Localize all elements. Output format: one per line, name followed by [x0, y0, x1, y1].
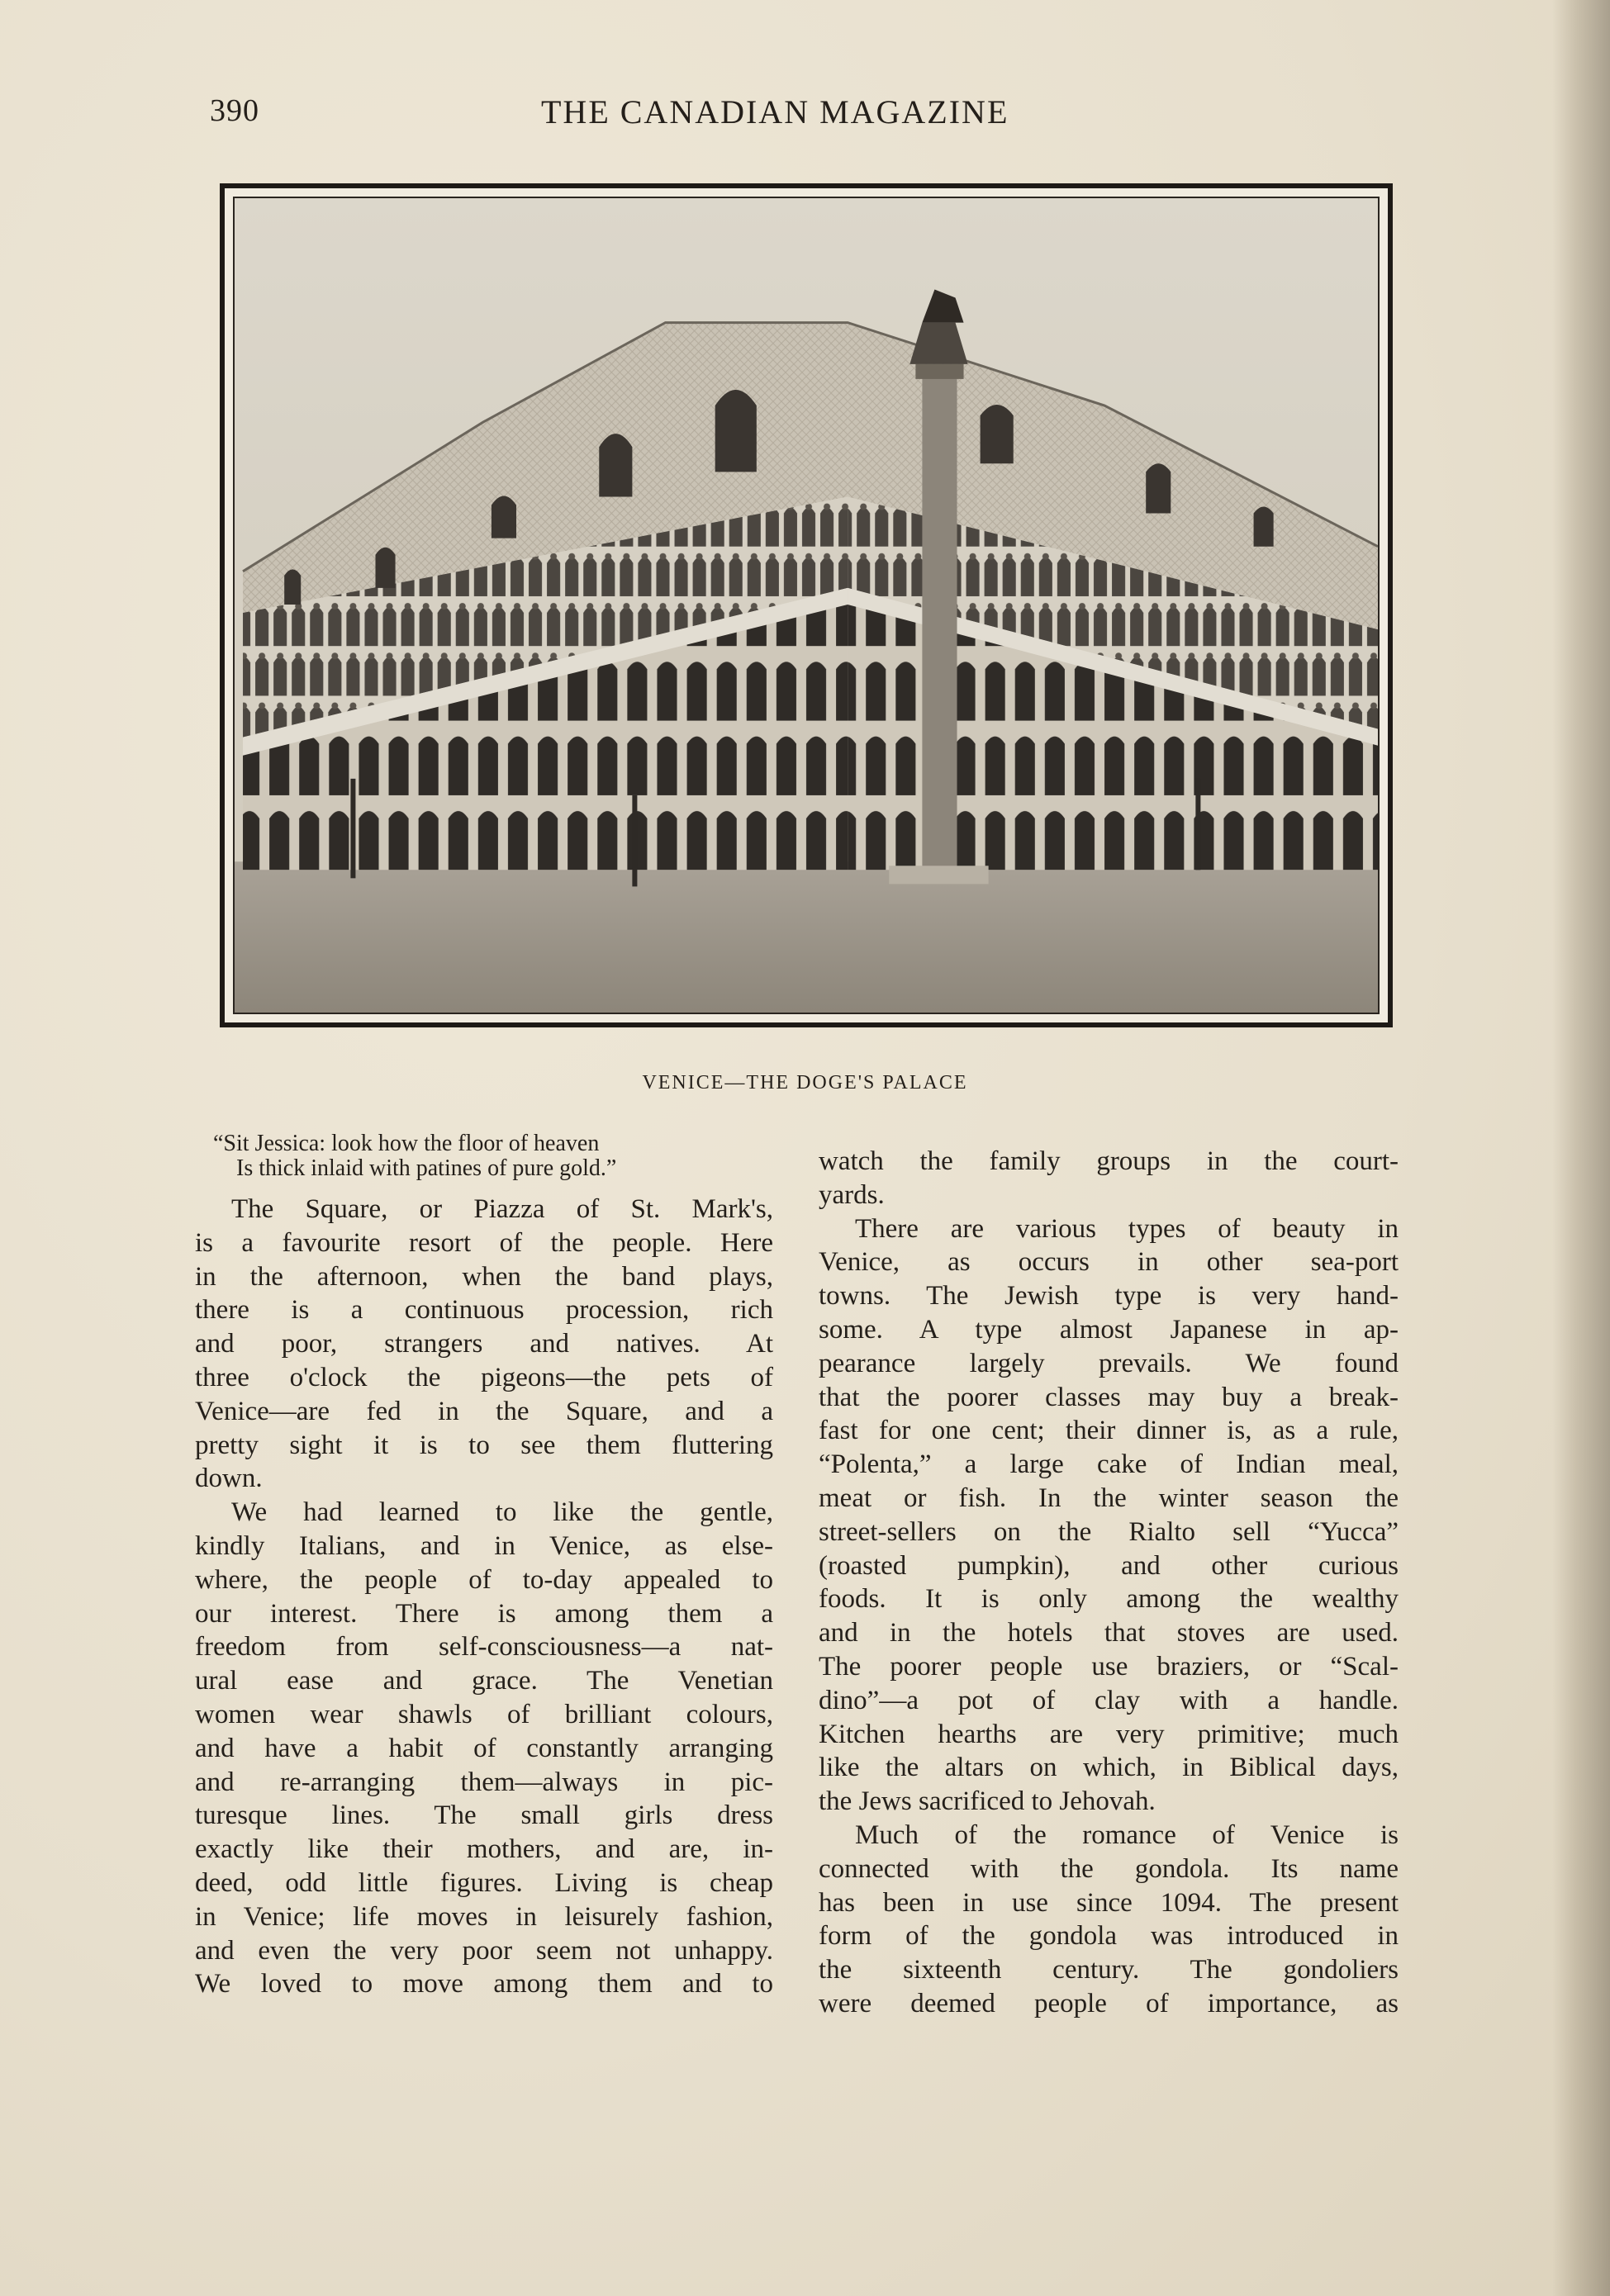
right-column: [819, 1145, 1399, 2021]
text-line: in Venice; life moves in leisurely fashion,: [195, 1901, 773, 1932]
text-line: kindly Italians, and in Venice, as else-: [195, 1530, 773, 1561]
text-line: towns. The Jewish type is very hand-: [819, 1281, 1399, 1312]
text-line: pretty sight it is to see them fluttering: [195, 1430, 773, 1460]
text-line: the sixteenth century. The gondoliers: [819, 1955, 1399, 1985]
text-line: Much of the romance of Venice is: [855, 1819, 1399, 1850]
text-line: were deemed people of importance, as: [819, 1988, 1399, 2018]
text-line: and even the very poor seem not unhappy.: [195, 1935, 773, 1966]
paragraph: [195, 1193, 773, 1496]
text-line: yards.: [819, 1179, 885, 1210]
text-line: down.: [195, 1463, 263, 1494]
quote-line: “Sit Jessica: look how the floor of heaven: [213, 1131, 600, 1156]
text-line: dino”—a pot of clay with a handle.: [819, 1685, 1399, 1715]
text-line: The poorer people use braziers, or “Scal-: [819, 1651, 1399, 1682]
text-line: Venice, as occurs in other sea-port: [819, 1247, 1399, 1278]
doges-palace-photograph: [233, 197, 1380, 1014]
text-line: the Jews sacrificed to Jehovah.: [819, 1786, 1156, 1817]
text-line: street-sellers on the Rialto sell “Yucca”: [819, 1516, 1399, 1547]
text-line: and re-arranging them—always in pic-: [195, 1767, 773, 1797]
text-line: there is a continuous procession, rich: [195, 1295, 773, 1326]
text-line: form of the gondola was introduced in: [819, 1921, 1399, 1952]
palace-illustration: [235, 198, 1378, 1013]
text-line: Kitchen hearths are very primitive; much: [819, 1719, 1399, 1749]
text-line: meat or fish. In the winter season the: [819, 1482, 1399, 1513]
text-line: (roasted pumpkin), and other curious: [819, 1550, 1399, 1581]
photograph-frame: [220, 183, 1393, 1027]
epigraph-quote: [213, 1131, 773, 1181]
page-number: 390: [210, 93, 259, 128]
text-line: and have a habit of constantly arranging: [195, 1733, 773, 1763]
running-title: THE CANADIAN MAGAZINE: [541, 93, 1009, 130]
text-line: and poor, strangers and natives. At: [195, 1329, 773, 1359]
paragraph: [819, 1819, 1399, 2021]
quote-line: Is thick inlaid with patines of pure gold.”: [236, 1155, 617, 1181]
text-line: in the afternoon, when the band plays,: [195, 1261, 773, 1292]
text-line: watch the family groups in the court-: [819, 1146, 1399, 1176]
text-line: pearance largely prevails. We found: [819, 1348, 1399, 1378]
text-line: where, the people of to-day appealed to: [195, 1564, 773, 1595]
text-line: has been in use since 1094. The present: [819, 1887, 1399, 1918]
paragraph: [195, 1496, 773, 2001]
figure-caption: VENICE—THE DOGE'S PALACE: [642, 1072, 968, 1093]
paragraph: [819, 1212, 1399, 1819]
text-line: turesque lines. The small girls dress: [195, 1800, 773, 1831]
page-gutter-shadow: [1552, 0, 1610, 2296]
text-line: There are various types of beauty in: [855, 1213, 1399, 1244]
page-header: [0, 93, 1610, 142]
text-line: connected with the gondola. Its name: [819, 1853, 1399, 1884]
text-line: exactly like their mothers, and are, in-: [195, 1834, 773, 1865]
text-line: like the altars on which, in Biblical days,: [819, 1753, 1399, 1783]
text-line: We had learned to like the gentle,: [231, 1497, 773, 1528]
text-line: freedom from self-consciousness—a nat-: [195, 1632, 773, 1663]
text-line: that the poorer classes may buy a break-: [819, 1382, 1399, 1412]
text-line: “Polenta,” a large cake of Indian meal,: [819, 1449, 1399, 1480]
text-line: three o'clock the pigeons—the pets of: [195, 1362, 773, 1392]
text-line: some. A type almost Japanese in ap-: [819, 1314, 1399, 1345]
text-line: and in the hotels that stoves are used.: [819, 1618, 1399, 1648]
left-column: [195, 1131, 773, 2001]
text-line: The Square, or Piazza of St. Mark's,: [231, 1194, 773, 1224]
text-line: We loved to move among them and to: [195, 1969, 773, 2000]
paragraph: [819, 1145, 1399, 1212]
text-line: our interest. There is among them a: [195, 1598, 773, 1629]
text-line: women wear shawls of brilliant colours,: [195, 1699, 773, 1729]
text-line: is a favourite resort of the people. Here: [195, 1227, 773, 1258]
text-line: foods. It is only among the wealthy: [819, 1584, 1399, 1615]
text-line: ural ease and grace. The Venetian: [195, 1666, 773, 1696]
text-line: deed, odd little figures. Living is cheap: [195, 1867, 773, 1898]
text-line: Venice—are fed in the Square, and a: [195, 1396, 773, 1426]
text-line: fast for one cent; their dinner is, as a rule,: [819, 1416, 1399, 1446]
